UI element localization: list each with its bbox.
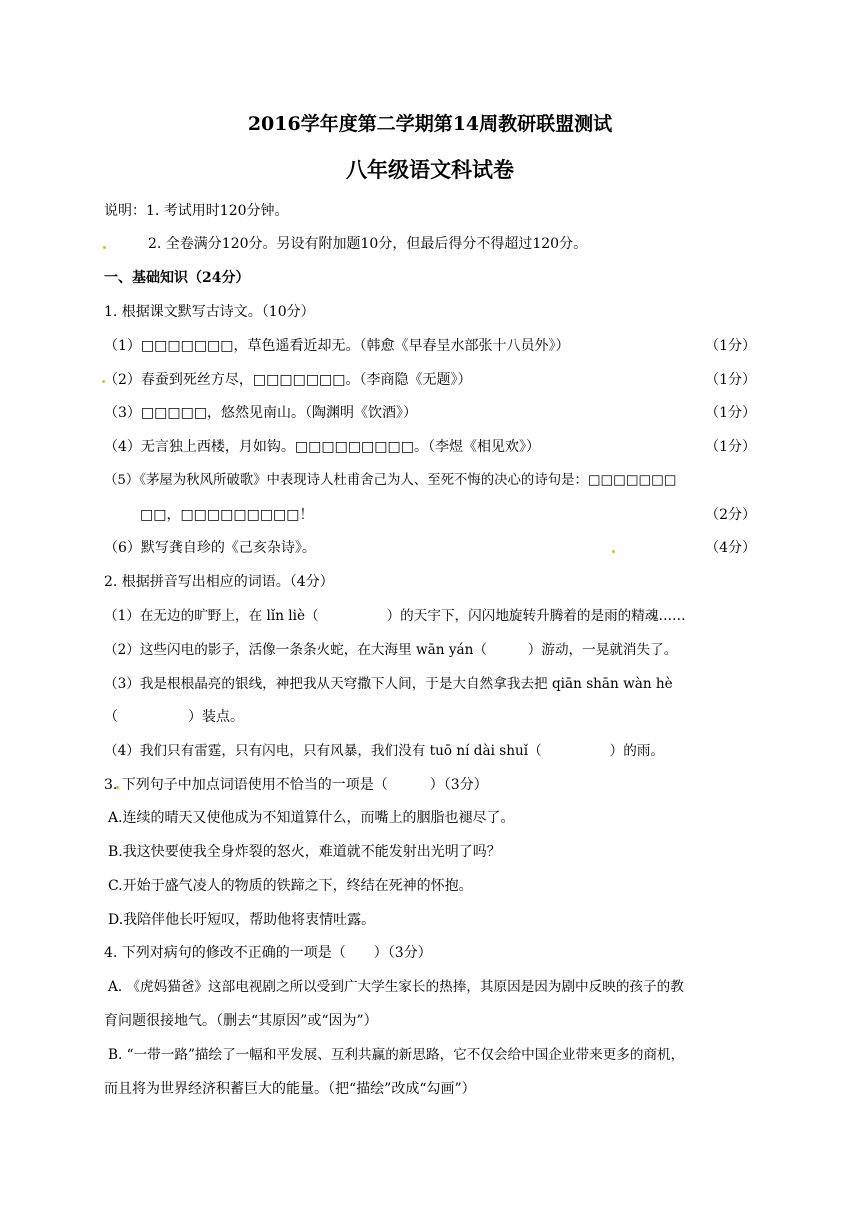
q1-item-2-score: （1分） — [705, 372, 756, 388]
note-line-1: 说明：1. 考试用时120分钟。 — [104, 203, 289, 219]
q1-item-5-score: （2分） — [705, 507, 756, 523]
q1-item-1-score: （1分） — [705, 338, 756, 354]
q1-item-5: （5）《茅屋为秋风所破歌》中表现诗人杜甫舍己为人、至死不悔的决心的诗句是：□□□□□□□ — [104, 473, 677, 488]
q1-item-6: （6）默写龚自珍的《己亥杂诗》。 — [104, 540, 316, 556]
q1-item-3: （3）□□□□□，悠然见南山。（陶渊明《饮酒》） — [104, 405, 418, 421]
scan-speck — [103, 246, 106, 249]
q3-option-a: A.连续的晴天又使他成为不知道算什么，而嘴上的胭脂也褪尽了。 — [108, 810, 515, 826]
q4-option-b-line-1: B. “一带一路”描绘了一幅和平发展、互利共赢的新思路，它不仅会给中国企业带来更多的商机， — [108, 1047, 685, 1063]
q4-stem: 4. 下列对病句的修改不正确的一项是（ ）（3分） — [104, 945, 432, 961]
q4-option-b-line-2: 而且将为世界经济积蓄巨大的能量。（把“描绘”改成“勾画”） — [104, 1081, 476, 1097]
q1-item-3-score: （1分） — [705, 405, 756, 421]
exam-subtitle: 八年级语文科试卷 — [346, 157, 514, 182]
q3-stem: 3. 下列句子中加点词语使用不恰当的一项是（ ）（3分） — [104, 777, 488, 793]
q3-option-c: C.开始于盛气凌人的物质的铁蹄之下，终结在死神的怀抱。 — [108, 878, 473, 894]
q2-item-2: （2）这些闪电的影子，活像一条条火蛇，在大海里 wān yán（ ）游动，一晃就消失了。 — [104, 642, 678, 658]
q1-item-2: （2）春蚕到死丝方尽，□□□□□□□。（李商隐《无题》） — [104, 372, 472, 388]
section-heading: 一、基础知识（24分） — [104, 270, 250, 286]
q4-option-a-line-1: A. 《虎妈猫爸》这部电视剧之所以受到广大学生家长的热捧，其原因是因为剧中反映的孩子的教 — [108, 979, 684, 995]
q1-item-4-score: （1分） — [705, 439, 756, 455]
q1-item-4: （4）无言独上西楼，月如钩。□□□□□□□□□。（李煜《相见欢》） — [104, 439, 540, 455]
note-line-2: 2. 全卷满分120分。另设有附加题10分，但最后得分不得超过120分。 — [148, 236, 588, 252]
q2-item-4: （4）我们只有雷霆，只有闪电，只有风暴，我们没有 tuō ní dài shuǐ（ ）的雨。 — [104, 743, 665, 759]
q4-option-a-line-2: 育问题很接地气。（删去“其原因”或“因为”） — [104, 1013, 378, 1029]
q1-stem: 1. 根据课文默写古诗文。（10分） — [104, 304, 315, 320]
q2-item-3-cont: （ ）装点。 — [104, 709, 244, 725]
q2-stem: 2. 根据拼音写出相应的词语。（4分） — [104, 574, 334, 590]
exam-title: 2016学年度第二学期第14周教研联盟测试 — [247, 113, 613, 135]
q3-option-d: D.我陪伴他长吁短叹，帮助他将衷情吐露。 — [108, 912, 376, 928]
q1-item-5-cont: □□，□□□□□□□□□！ — [140, 507, 314, 523]
q3-option-b: B.我这快要使我全身炸裂的怒火，难道就不能发射出光明了吗？ — [108, 844, 501, 860]
q1-item-6-score: （4分） — [705, 540, 756, 556]
q1-item-1: （1）□□□□□□□，草色遥看近却无。（韩愈《早春呈水部张十八员外》） — [104, 338, 570, 354]
scan-speck — [612, 550, 615, 553]
q2-item-3: （3）我是根根晶亮的银线，神把我从天穹撒下人间，于是大自然拿我去把 qiān shān wàn hè — [104, 676, 673, 692]
q2-item-1: （1）在无边的旷野上，在 lǐn liè（ ）的天宇下，闪闪地旋转升腾着的是雨的精魂…… — [104, 608, 686, 624]
